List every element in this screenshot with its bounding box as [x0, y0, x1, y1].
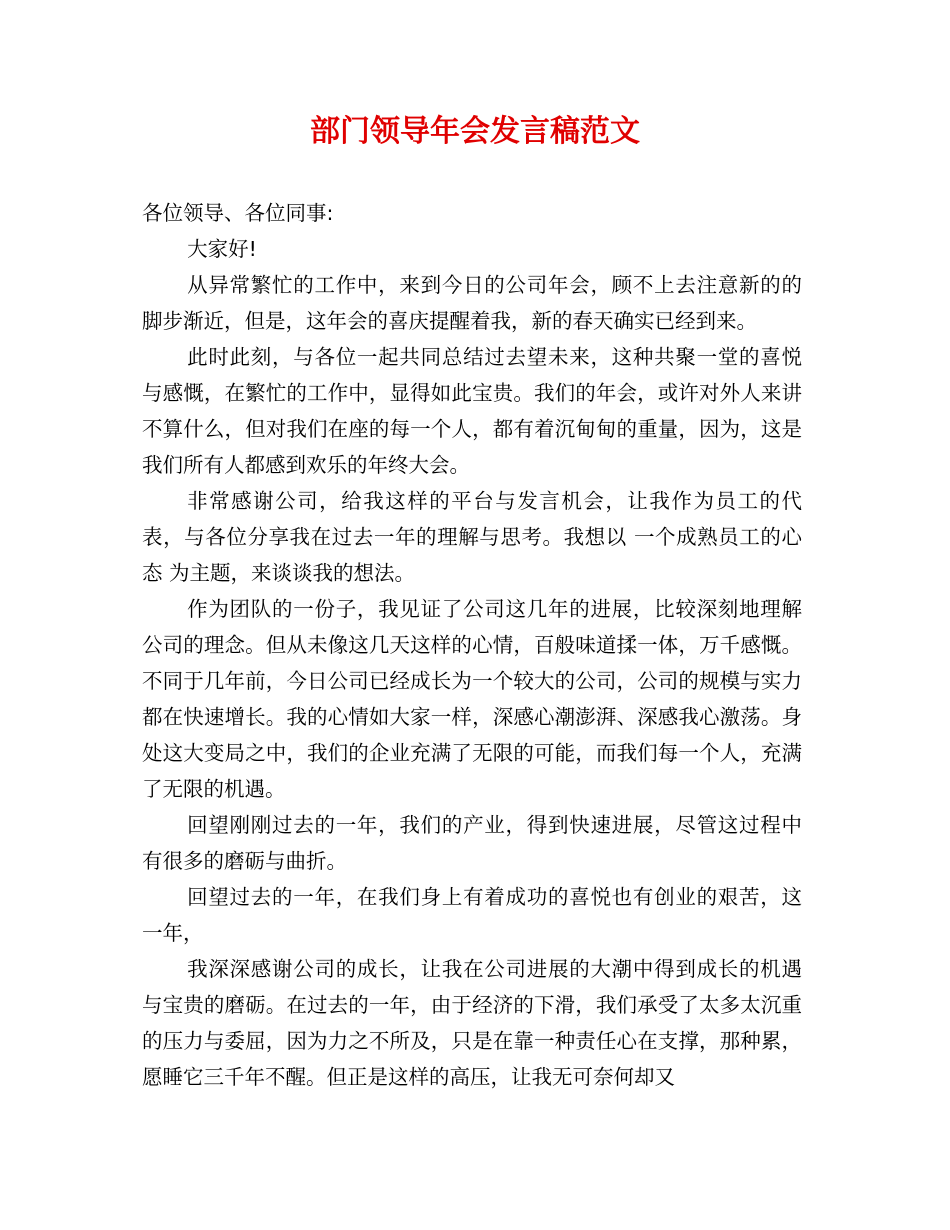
paragraph-2: 此时此刻，与各位一起共同总结过去望未来，这种共聚一堂的喜悦与感慨，在繁忙的工作中，显得如此宝贵。我们的年会，或许对外人来讲不算什么，但对我们在座的每一个人，都有着沉甸甸的重量，因为，这是我们所有人都感到欢乐的年终大会。: [142, 345, 802, 477]
paragraph-4: 作为团队的一份子，我见证了公司这几年的进展，比较深刻地理解公司的理念。但从未像这几天这样的心情，百般味道揉一体，万千感慨。不同于几年前，今日公司已经成长为一个较大的公司，公司的规模与实力都在快速增长。我的心情如大家一样，深感心潮澎湃、深感我心激荡。身处这大变局之中，我们的企业充满了无限的可能，而我们每一个人，充满了无限的机遇。: [142, 597, 802, 801]
salutation: 各位领导、各位同事:: [142, 201, 334, 225]
paragraph-5: 回望刚刚过去的一年，我们的产业，得到快速进展，尽管这过程中有很多的磨砺与曲折。: [142, 813, 802, 873]
paragraph-3: 非常感谢公司，给我这样的平台与发言机会，让我作为员工的代表，与各位分享我在过去一年的理解与思考。我想以 一个成熟员工的心态 为主题，来谈谈我的想法。: [142, 489, 802, 585]
paragraph-7: 我深深感谢公司的成长，让我在公司进展的大潮中得到成长的机遇与宝贵的磨砺。在过去的一年，由于经济的下滑，我们承受了太多太沉重的压力与委屈，因为力之不所及，只是在靠一种责任心在支撑，那种累，愿睡它三千年不醒。但正是这样的高压，让我无可奈何却又: [142, 957, 802, 1089]
paragraph-6: 回望过去的一年，在我们身上有着成功的喜悦也有创业的艰苦，这一年，: [142, 885, 802, 945]
document-body: [142, 195, 802, 1095]
paragraph-1: 从异常繁忙的工作中，来到今日的公司年会，顾不上去注意新的的脚步渐近，但是，这年会的喜庆提醒着我，新的春天确实已经到来。: [142, 273, 802, 333]
paragraph-greeting: 大家好!: [187, 237, 257, 261]
document-title: 部门领导年会发言稿范文: [310, 114, 640, 149]
